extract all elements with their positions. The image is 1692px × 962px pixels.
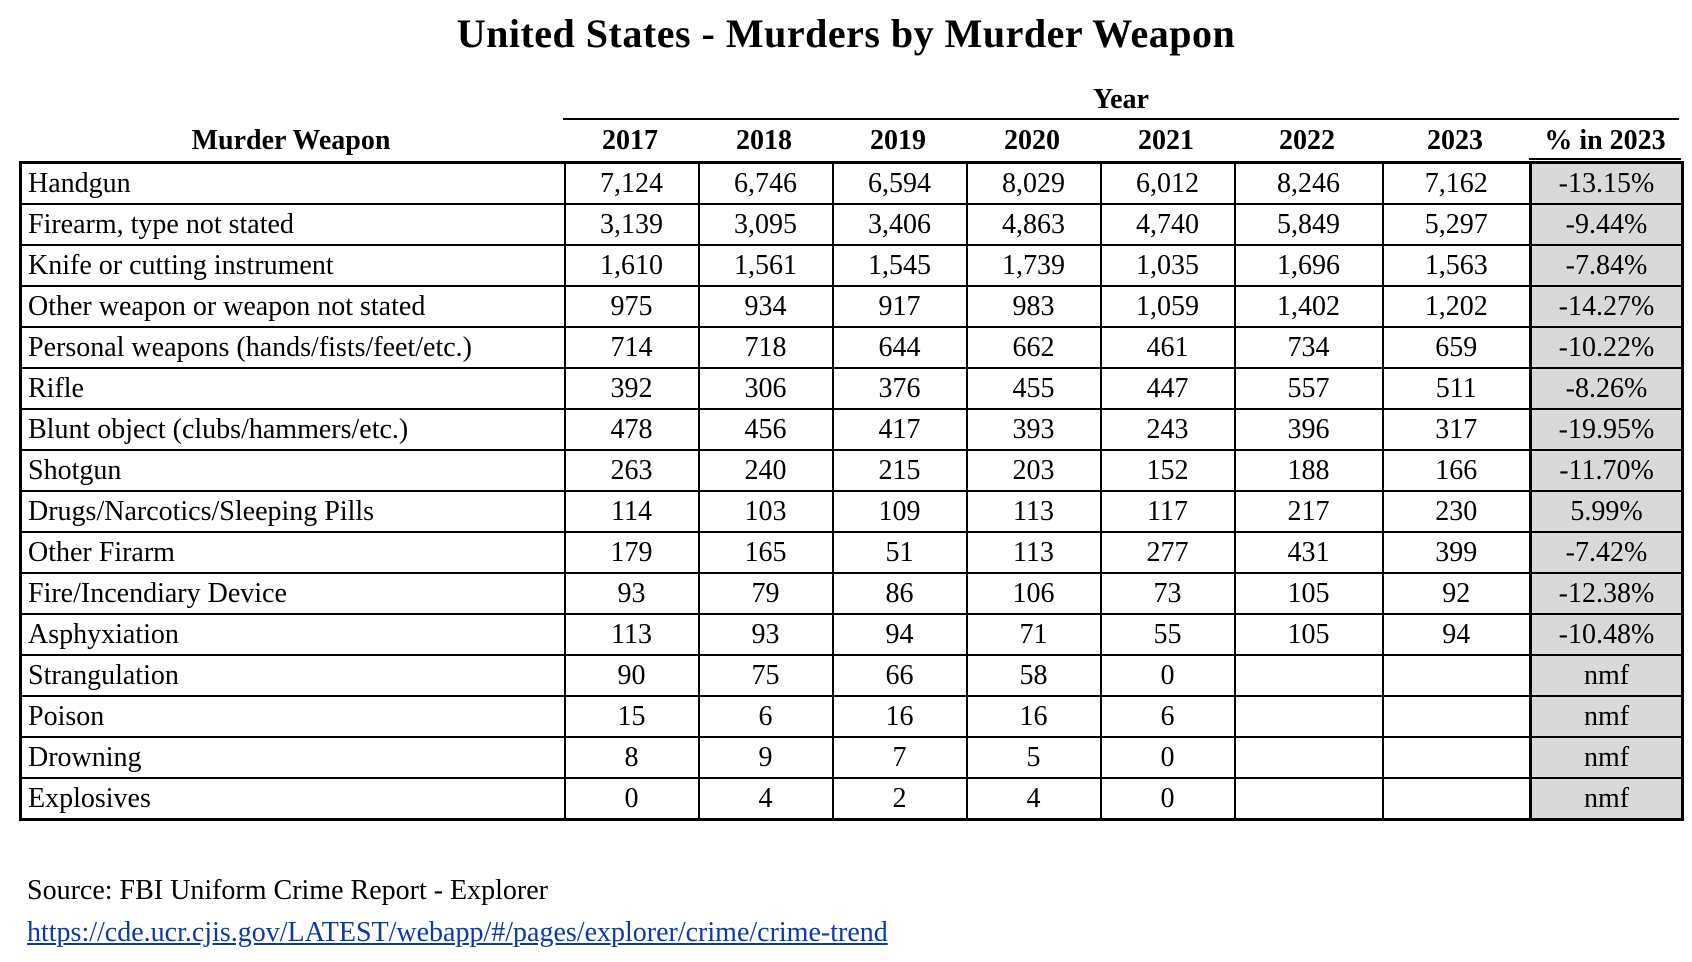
year-value-cell: 917 [833,286,967,327]
table-row [21,327,1683,368]
table-row [21,286,1683,327]
year-value-cell: 376 [833,368,967,409]
year-value-cell: 644 [833,327,967,368]
header-underline [1529,158,1681,160]
year-value-cell [1235,655,1383,696]
year-value-cell [1383,655,1531,696]
year-value-cell: 392 [565,368,699,409]
year-value-cell: 983 [967,286,1101,327]
weapon-column-header: Murder Weapon [191,125,391,156]
weapon-cell: Knife or cutting instrument [21,245,565,286]
year-value-cell: 51 [833,532,967,573]
table-row [21,204,1683,245]
year-value-cell: 934 [699,286,833,327]
year-value-cell: 263 [565,450,699,491]
table-row [21,696,1683,737]
year-value-cell: 734 [1235,327,1383,368]
year-value-cell: 0 [565,778,699,820]
year-value-cell: 6,746 [699,163,833,205]
year-value-cell [1383,696,1531,737]
year-value-cell: 718 [699,327,833,368]
year-value-cell: 662 [967,327,1101,368]
year-value-cell: 1,035 [1101,245,1235,286]
year-value-cell: 8,246 [1235,163,1383,205]
year-value-cell: 103 [699,491,833,532]
year-value-cell: 3,095 [699,204,833,245]
pct-change-cell: -11.70% [1531,450,1683,491]
year-value-cell: 1,739 [967,245,1101,286]
year-value-cell: 86 [833,573,967,614]
table-row [21,450,1683,491]
year-value-cell: 1,545 [833,245,967,286]
year-value-cell: 557 [1235,368,1383,409]
table-row [21,655,1683,696]
table-row [21,737,1683,778]
year-value-cell: 114 [565,491,699,532]
year-value-cell: 58 [967,655,1101,696]
year-value-cell: 165 [699,532,833,573]
pct-change-cell: nmf [1531,778,1683,820]
year-value-cell: 105 [1235,614,1383,655]
weapon-cell: Handgun [21,163,565,205]
weapon-cell: Other Firarm [21,532,565,573]
year-value-cell: 417 [833,409,967,450]
year-value-cell: 117 [1101,491,1235,532]
table-row [21,532,1683,573]
year-column-header: 2022 [1279,125,1335,156]
year-value-cell: 0 [1101,778,1235,820]
year-value-cell: 215 [833,450,967,491]
year-group-header: Year [563,82,1679,120]
year-value-cell: 79 [699,573,833,614]
year-value-cell: 399 [1383,532,1531,573]
pct-change-cell: -7.42% [1531,532,1683,573]
year-value-cell: 113 [967,491,1101,532]
year-value-cell: 6,594 [833,163,967,205]
pct-change-cell: -10.22% [1531,327,1683,368]
year-value-cell: 105 [1235,573,1383,614]
year-value-cell: 1,561 [699,245,833,286]
weapon-cell: Rifle [21,368,565,409]
pct-change-cell: -14.27% [1531,286,1683,327]
year-value-cell: 659 [1383,327,1531,368]
year-value-cell: 92 [1383,573,1531,614]
year-value-cell: 0 [1101,655,1235,696]
year-value-cell: 5,849 [1235,204,1383,245]
year-value-cell [1383,737,1531,778]
year-value-cell: 5 [967,737,1101,778]
pct-change-cell: -9.44% [1531,204,1683,245]
year-column-header: 2019 [870,125,926,156]
year-value-cell: 71 [967,614,1101,655]
pct-change-cell: nmf [1531,737,1683,778]
year-value-cell: 113 [565,614,699,655]
year-value-cell: 1,563 [1383,245,1531,286]
year-value-cell: 8 [565,737,699,778]
year-value-cell: 431 [1235,532,1383,573]
pct-change-cell: -13.15% [1531,163,1683,205]
year-value-cell: 4,740 [1101,204,1235,245]
year-value-cell: 75 [699,655,833,696]
year-value-cell: 6,012 [1101,163,1235,205]
year-value-cell: 94 [1383,614,1531,655]
pct-change-cell: -19.95% [1531,409,1683,450]
year-value-cell: 455 [967,368,1101,409]
year-value-cell: 16 [833,696,967,737]
year-value-cell: 1,610 [565,245,699,286]
page-title: United States - Murders by Murder Weapon [456,11,1236,56]
year-value-cell: 4 [699,778,833,820]
year-value-cell: 7 [833,737,967,778]
year-value-cell: 230 [1383,491,1531,532]
year-value-cell: 461 [1101,327,1235,368]
weapon-cell: Poison [21,696,565,737]
year-value-cell [1383,778,1531,820]
year-value-cell: 93 [565,573,699,614]
year-column-header: 2021 [1138,125,1194,156]
year-value-cell: 3,406 [833,204,967,245]
year-value-cell: 152 [1101,450,1235,491]
weapon-cell: Shotgun [21,450,565,491]
year-value-cell: 1,402 [1235,286,1383,327]
weapon-cell: Drowning [21,737,565,778]
year-value-cell: 179 [565,532,699,573]
weapon-cell: Asphyxiation [21,614,565,655]
table-row [21,368,1683,409]
table-row [21,163,1683,205]
source-link[interactable]: https://cde.ucr.cjis.gov/LATEST/webapp/#/pages/explorer/crime/crime-trend [27,917,888,948]
year-column-header: 2017 [602,125,658,156]
year-column-header: 2018 [736,125,792,156]
pct-change-cell: -7.84% [1531,245,1683,286]
year-value-cell: 456 [699,409,833,450]
table-row [21,778,1683,820]
table-row [21,409,1683,450]
year-value-cell: 975 [565,286,699,327]
weapon-cell: Fire/Incendiary Device [21,573,565,614]
year-value-cell: 188 [1235,450,1383,491]
year-value-cell [1235,696,1383,737]
year-value-cell: 306 [699,368,833,409]
year-value-cell [1235,778,1383,820]
year-value-cell: 447 [1101,368,1235,409]
weapon-cell: Blunt object (clubs/hammers/etc.) [21,409,565,450]
year-value-cell: 396 [1235,409,1383,450]
table-row [21,491,1683,532]
year-value-cell: 1,059 [1101,286,1235,327]
year-value-cell: 8,029 [967,163,1101,205]
murders-table [19,161,1684,821]
year-value-cell: 4,863 [967,204,1101,245]
year-value-cell: 113 [967,532,1101,573]
year-value-cell: 1,202 [1383,286,1531,327]
year-value-cell: 0 [1101,737,1235,778]
year-value-cell: 55 [1101,614,1235,655]
year-value-cell: 94 [833,614,967,655]
year-value-cell: 166 [1383,450,1531,491]
year-column-header: 2020 [1004,125,1060,156]
year-value-cell: 4 [967,778,1101,820]
year-value-cell: 317 [1383,409,1531,450]
source-note: Source: FBI Uniform Crime Report - Explorer [27,875,549,906]
column-header-row [0,122,1692,160]
year-value-cell: 5,297 [1383,204,1531,245]
weapon-cell: Personal weapons (hands/fists/feet/etc.) [21,327,565,368]
weapon-cell: Drugs/Narcotics/Sleeping Pills [21,491,565,532]
year-value-cell: 15 [565,696,699,737]
weapon-cell: Explosives [21,778,565,820]
year-value-cell: 203 [967,450,1101,491]
year-value-cell: 243 [1101,409,1235,450]
year-value-cell: 73 [1101,573,1235,614]
year-value-cell: 106 [967,573,1101,614]
year-value-cell: 3,139 [565,204,699,245]
year-value-cell: 7,124 [565,163,699,205]
year-value-cell [1235,737,1383,778]
weapon-cell: Strangulation [21,655,565,696]
table-row [21,614,1683,655]
year-value-cell: 240 [699,450,833,491]
year-value-cell: 93 [699,614,833,655]
pct-change-cell: -12.38% [1531,573,1683,614]
year-column-header: 2023 [1427,125,1483,156]
year-value-cell: 478 [565,409,699,450]
year-value-cell: 9 [699,737,833,778]
year-value-cell: 66 [833,655,967,696]
year-value-cell: 1,696 [1235,245,1383,286]
pct-change-cell: -10.48% [1531,614,1683,655]
year-value-cell: 6 [1101,696,1235,737]
year-value-cell: 393 [967,409,1101,450]
weapon-cell: Other weapon or weapon not stated [21,286,565,327]
year-value-cell: 714 [565,327,699,368]
table-row [21,245,1683,286]
weapon-cell: Firearm, type not stated [21,204,565,245]
pct-change-cell: -8.26% [1531,368,1683,409]
pct-change-cell: nmf [1531,655,1683,696]
pct-change-cell: nmf [1531,696,1683,737]
table-row [21,573,1683,614]
table-body [21,163,1683,820]
year-value-cell: 511 [1383,368,1531,409]
year-value-cell: 90 [565,655,699,696]
year-value-cell: 7,162 [1383,163,1531,205]
pct-column-header: % in 2023 [1544,125,1666,156]
year-value-cell: 6 [699,696,833,737]
year-value-cell: 277 [1101,532,1235,573]
year-value-cell: 109 [833,491,967,532]
year-value-cell: 2 [833,778,967,820]
year-value-cell: 217 [1235,491,1383,532]
year-value-cell: 16 [967,696,1101,737]
pct-change-cell: 5.99% [1531,491,1683,532]
